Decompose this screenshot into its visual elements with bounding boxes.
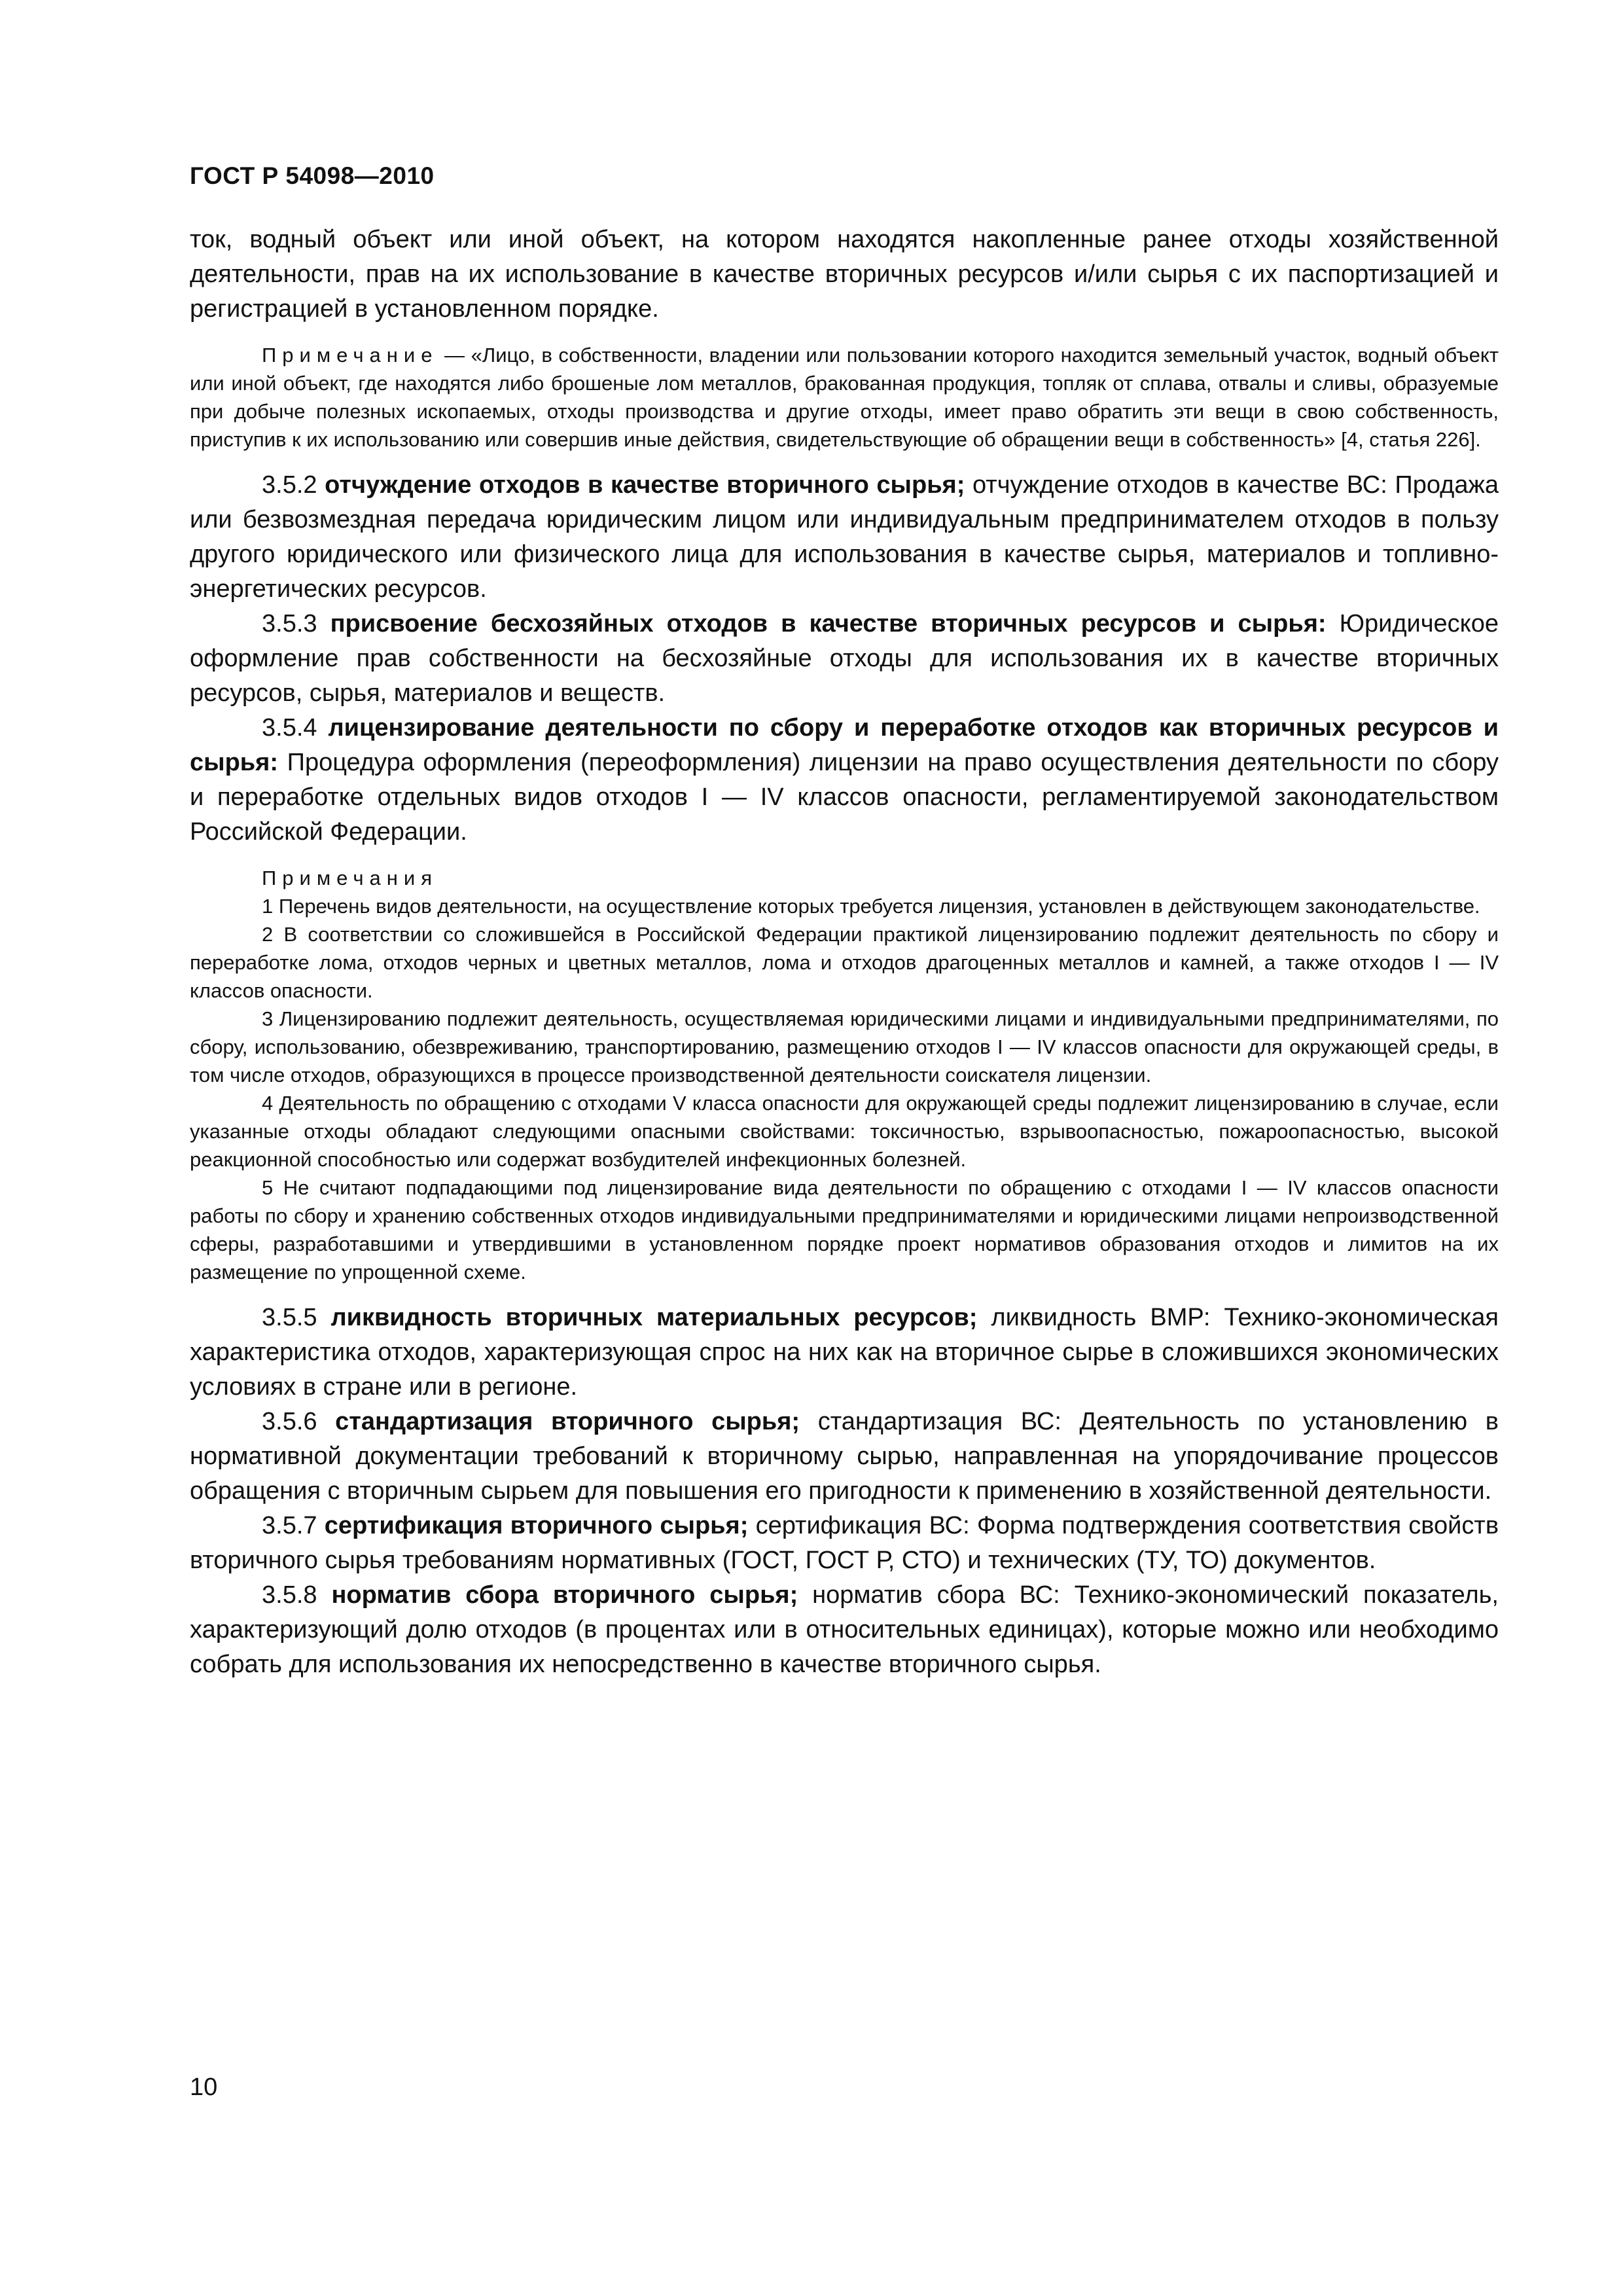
definition-term: присвоение бесхозяйных отходов в качестве вторичных ресурсов и сырья: xyxy=(330,610,1327,637)
note-paragraph xyxy=(190,341,1499,454)
definition-term: ликвидность вторичных материальных ресурсов; xyxy=(330,1304,978,1331)
definition-term: отчуждение отходов в качестве вторичного сырья; xyxy=(325,471,965,499)
definition-text: ликвидность ВМР: Технико-экономическая характеристика отходов, характеризующая спрос на них как на вторичное сырье в сложившихся экономических условиях в стране или в регионе. xyxy=(190,1304,1499,1401)
definition-number: 3.5.5 xyxy=(262,1304,317,1331)
definition-number: 3.5.7 xyxy=(262,1512,317,1539)
definition-3-5-5 xyxy=(190,1300,1499,1405)
definition-number: 3.5.4 xyxy=(262,714,317,742)
definition-text: Процедура оформления (переоформления) лицензии на право осуществления деятельности по сбору и переработке отдельных видов отходов I — IV классов опасности, регламентируемой законодательством Российской Федерации. xyxy=(190,749,1499,846)
note-label: Примечание xyxy=(262,344,438,367)
definition-3-5-7 xyxy=(190,1509,1499,1578)
definition-number: 3.5.3 xyxy=(262,610,317,637)
continuation-paragraph: ток, водный объект или иной объект, на котором находятся накопленные ранее отходы хозяйственной деятельности, прав на их использование в качестве вторичных ресурсов и/или сырья с их паспортизацией и регистрацией в установленном порядке. xyxy=(190,226,1499,323)
note-item-2: 2 В соответствии со сложившейся в Российской Федерации практикой лицензированию подлежит деятельность по сбору и переработке лома, отходов черных и цветных металлов, лома и отходов драгоценных металлов и камней, а также отходов I — IV классов опасности. xyxy=(190,923,1499,1002)
definition-text: отчуждение отходов в качестве ВС: Продажа или безвозмездная передача юридическим лицом или индивидуальным предпринимателем отходов в пользу другого юридического или физического лица для использования в качестве сырья, материалов и топливно-энергетических ресурсов. xyxy=(190,471,1499,603)
document-body xyxy=(190,223,1499,1682)
definition-text: сертификация ВС: Форма подтверждения соответствия свойств вторичного сырья требованиям нормативных (ГОСТ, ГОСТ Р, СТО) и технических (ТУ, ТО) документов. xyxy=(190,1512,1499,1574)
notes-block xyxy=(190,864,1499,1286)
definition-term: норматив сбора вторичного сырья; xyxy=(331,1581,798,1609)
definition-text: Юридическое оформление прав собственности на бесхозяйные отходы для использования их в качестве вторичных ресурсов, сырья, материалов и веществ. xyxy=(190,610,1499,707)
note-block xyxy=(190,341,1499,454)
note-item-4: 4 Деятельность по обращению с отходами V класса опасности для окружающей среды подлежит лицензированию в случае, если указанные отходы обладают следующими опасными свойствами: токсичностью, взрывоопасностью, пожароопасностью, высокой реакционной способностью или содержат возбудителей инфекционных болезней. xyxy=(190,1092,1499,1171)
page-number: 10 xyxy=(190,2073,218,2101)
note-text: — «Лицо, в собственности, владении или пользовании которого находится земельный участок, водный объект или иной объект, где находятся либо брошеные лом металлов, бракованная продукция, топляк от сплава, отвалы и сливы, образуемые при добыче полезных ископаемых, отходы производства и другие отходы, имеет право обратить эти вещи в свою собственность, приступив к их использованию или совершив иные действия, свидетельствующие об обращении вещи в собственность» [4, статья 226]. xyxy=(190,344,1499,451)
notes-title: Примечания xyxy=(262,867,438,889)
definition-number: 3.5.6 xyxy=(262,1408,317,1435)
definition-3-5-4 xyxy=(190,711,1499,850)
definition-3-5-2 xyxy=(190,468,1499,607)
definition-3-5-6 xyxy=(190,1405,1499,1509)
definition-number: 3.5.2 xyxy=(262,471,317,499)
note-item-1: 1 Перечень видов деятельности, на осуществление которых требуется лицензия, установлен в действующем законодательстве. xyxy=(262,895,1480,918)
definition-term: лицензирование деятельности по сбору и переработке отходов как вторичных ресурсов и сырья: xyxy=(190,714,1499,776)
definition-text: норматив сбора ВС: Технико-экономический показатель, характеризующий долю отходов (в процентах или в относительных единицах), которые можно или необходимо собрать для использования их непосредственно в качестве вторичного сырья. xyxy=(190,1581,1499,1678)
definition-3-5-3 xyxy=(190,607,1499,711)
definition-term: стандартизация вторичного сырья; xyxy=(335,1408,800,1435)
definition-number: 3.5.8 xyxy=(262,1581,317,1609)
note-item-3: 3 Лицензированию подлежит деятельность, осуществляемая юридическими лицами и индивидуальными предпринимателями, по сбору, использованию, обезвреживанию, транспортированию, размещению отходов I — IV классов опасности для окружающей среды, в том числе отходов, образующихся в процессе производственной деятельности соискателя лицензии. xyxy=(190,1007,1499,1086)
note-item-5: 5 Не считают подпадающими под лицензирование вида деятельности по обращению с отходами I — IV классов опасности работы по сбору и хранению собственных отходов индивидуальными предпринимателями и юридическими лицами непроизводственной сферы, разработавшими и утвердившими в установленном порядке проект нормативов образования отходов и лимитов на их размещение по упрощенной схеме. xyxy=(190,1176,1499,1283)
definition-term: сертификация вторичного сырья; xyxy=(324,1512,749,1539)
definition-3-5-8 xyxy=(190,1578,1499,1682)
definition-text: стандартизация ВС: Деятельность по установлению в нормативной документации требований к вторичному сырью, направленная на упорядочивание процессов обращения с вторичным сырьем для повышения его пригодности к применению в хозяйственной деятельности. xyxy=(190,1408,1499,1505)
document-code-header: ГОСТ Р 54098—2010 xyxy=(190,162,435,189)
